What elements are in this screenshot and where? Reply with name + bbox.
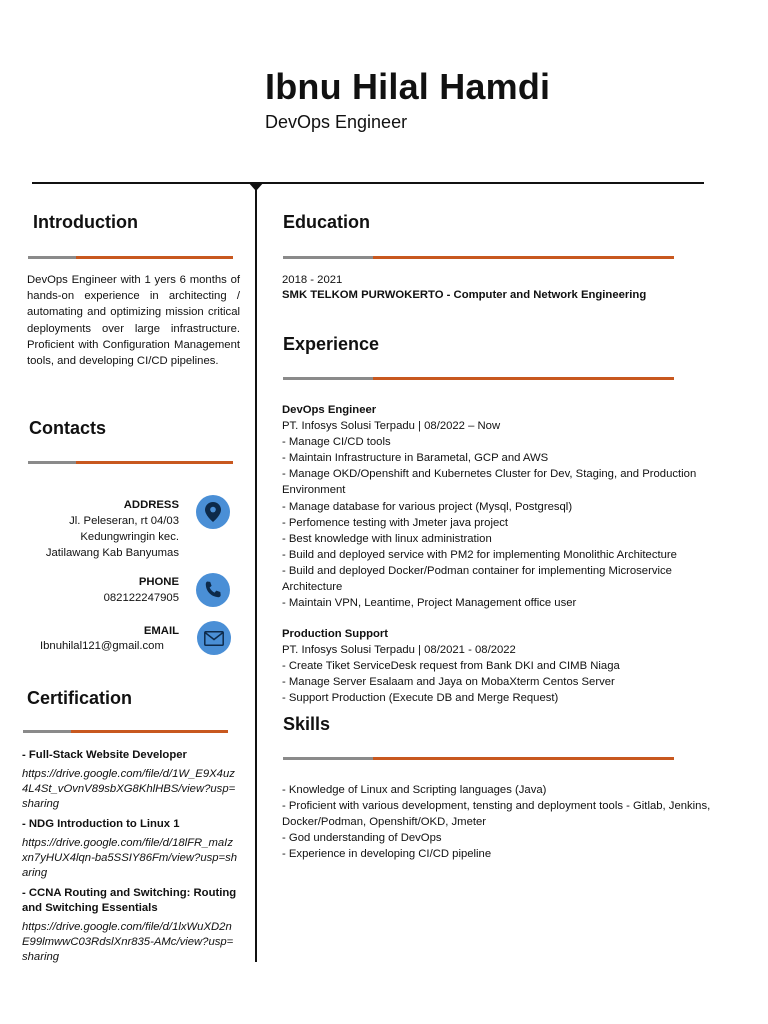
skill-item: - Proficient with various development, tensting and deployment tools - Gitlab, Jenkins, Docker/Podman, Openshift/OKD, Jmeter [282, 800, 711, 829]
address-line: Jl. Peleseran, rt 04/03 [69, 515, 179, 527]
map-pin-icon [196, 495, 230, 529]
address-label: ADDRESS [123, 499, 179, 511]
email-block [20, 623, 179, 639]
address-line: Kedungwringin kec. [80, 531, 179, 543]
skills-list [282, 782, 712, 862]
contacts-rule [28, 461, 233, 464]
skills-rule [283, 757, 674, 760]
job-bullet: - Manage CI/CD tools [282, 436, 391, 449]
education-title: Education [283, 212, 371, 232]
experience-rule [283, 377, 674, 380]
address-block [20, 497, 179, 561]
column-divider [255, 182, 257, 962]
header-divider [32, 182, 704, 184]
cert-name: - CCNA Routing and Switching: Routing and Switching Essentials [22, 887, 237, 914]
education-rule [283, 256, 674, 259]
phone-block [20, 574, 179, 606]
introduction-rule [28, 256, 233, 259]
job-bullet: - Manage Server Esalaam and Jaya on MobaXterm Centos Server [282, 676, 615, 689]
job-bullet: - Perfomence testing with Jmeter java project [282, 516, 509, 529]
job-bullet: - Build and deployed Docker/Podman container for implementing Microservice Architecture [282, 564, 672, 594]
job-bullet: - Manage database for various project (Mysql, Postgresql) [282, 500, 573, 513]
certification-title: Certification [27, 688, 133, 708]
experience-job [282, 626, 718, 705]
job-bullet: - Support Production (Execute DB and Merge Request) [282, 692, 559, 705]
cert-name: - NDG Introduction to Linux 1 [22, 818, 180, 830]
phone-number: 082122247905 [103, 592, 179, 604]
job-company: PT. Infosys Solusi Terpadu | 08/2022 – Now [282, 420, 501, 433]
phone-icon [196, 573, 230, 607]
job-title: Production Support [282, 628, 389, 640]
email-label: EMAIL [143, 625, 179, 637]
job-bullet: - Build and deployed service with PM2 for implementing Monolithic Architecture [282, 548, 677, 561]
certification-rule [23, 730, 228, 733]
candidate-role: DevOps Engineer [265, 112, 408, 132]
job-bullet: - Create Tiket ServiceDesk request from Bank DKI and CIMB Niaga [282, 660, 620, 673]
job-bullet: - Manage OKD/Openshift and Kubernetes Cluster for Dev, Staging, and Production Environment [282, 468, 697, 497]
job-bullet: - Best knowledge with linux administration [282, 532, 492, 545]
experience-job [282, 402, 718, 611]
contacts-title: Contacts [29, 418, 107, 438]
phone-label: PHONE [138, 576, 179, 588]
job-bullet: - Maintain Infrastructure in Barametal, GCP and AWS [282, 452, 549, 465]
cert-name: - Full-Stack Website Developer [22, 749, 187, 761]
envelope-icon [197, 621, 231, 655]
skill-item: - Experience in developing CI/CD pipeline [282, 848, 492, 861]
education-school: SMK TELKOM PURWOKERTO - Computer and Network Engineering [282, 289, 647, 301]
cert-link[interactable]: https://drive.google.com/file/d/1lxWuXD2nE99lmwwC03RdslXnr835-AMc/view?usp=sharing [22, 921, 234, 963]
address-line: Jatilawang Kab Banyumas [45, 547, 179, 559]
skill-item: - Knowledge of Linux and Scripting languages (Java) [282, 784, 547, 796]
experience-title: Experience [283, 334, 380, 354]
cert-link[interactable]: https://drive.google.com/file/d/18lFR_maIzxn7yHUX4lqn-ba5SSIY86Fm/view?usp=sharing [22, 837, 238, 879]
job-title: DevOps Engineer [282, 404, 377, 416]
candidate-name: Ibnu Hilal Hamdi [265, 66, 551, 107]
skill-item: - God understanding of DevOps [282, 832, 442, 845]
introduction-title: Introduction [33, 212, 138, 232]
job-company: PT. Infosys Solusi Terpadu | 08/2021 - 08/2022 [282, 644, 516, 657]
education-years: 2018 - 2021 [282, 274, 343, 286]
introduction-text: DevOps Engineer with 1 yers 6 months of hands-on experience in architecting / automating and optimizing mission critical deployments over large infrastructure. Proficient with Configuration Management tools, and developing CI/CD pipelines. [27, 274, 240, 368]
skills-title: Skills [283, 714, 331, 734]
cert-link[interactable]: https://drive.google.com/file/d/1W_E9X4uz4L4St_vOvnV89sbXG8KhlHBS/view?usp=sharing [22, 768, 236, 810]
email-address: Ibnuhilal121@gmail.com [40, 640, 164, 652]
job-bullet: - Maintain VPN, Leantime, Project Management office user [282, 597, 577, 610]
